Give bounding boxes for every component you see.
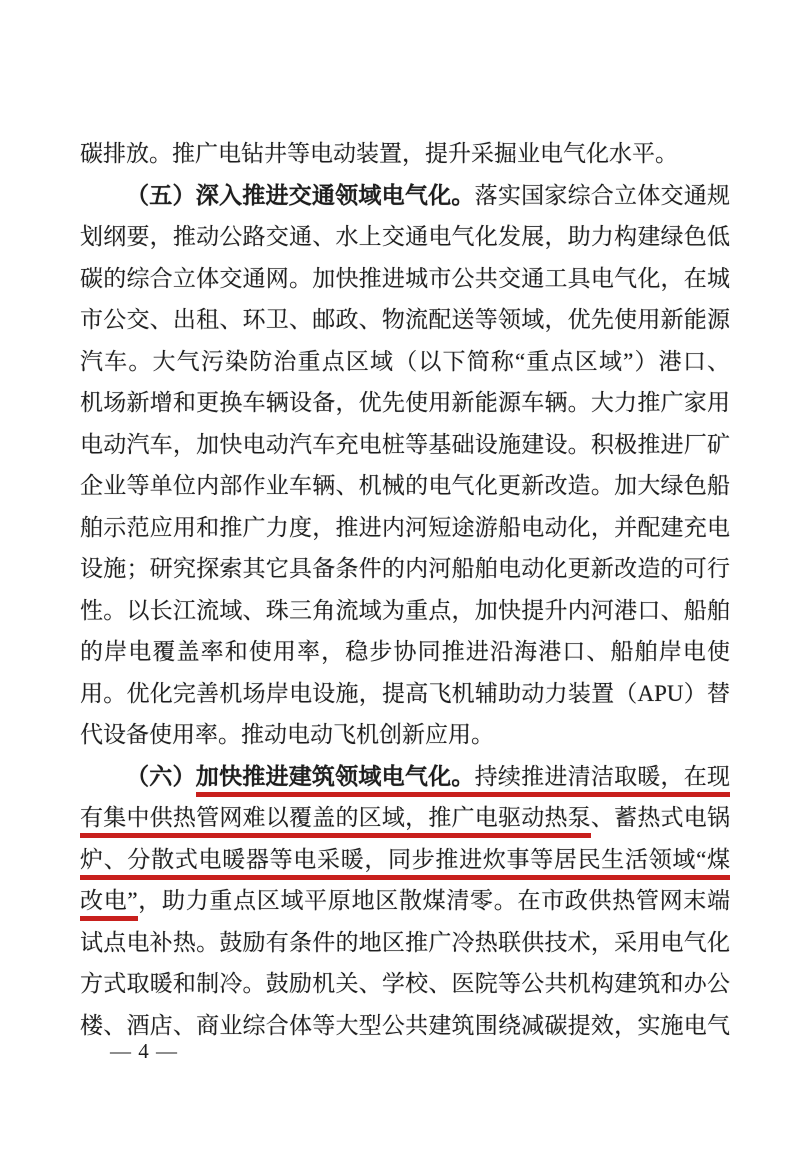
text-line [80,216,730,258]
page-number: — 4 — [110,1039,178,1063]
text-segment: 碳排放。推广电钻井等电动装置，提升采掘业电气化水平。 [80,141,678,166]
text-segment: 方式取暖和制冷。鼓励机关、学校、医院等公共机构建筑和办公 [80,971,730,996]
text-segment: 用。优化完善机场岸电设施，提高飞机辅助动力装置（APU）替 [80,680,730,706]
text-segment: 舶示范应用和推广力度，推进内河短途游船电动化，并配建充电 [80,514,730,540]
text-line [80,465,730,507]
text-line [80,714,730,756]
text-line [80,424,730,466]
text-line [80,299,730,341]
text-segment: 汽车。大气污染防治重点区域（以下简称“重点区域”）港口、 [80,348,730,374]
text-segment: 试点电补热。鼓励有条件的地区推广冷热联供技术，采用电气化 [80,929,730,955]
red-underlined-text: 改电” [80,888,138,921]
text-segment: 楼、酒店、商业综合体等大型公共建筑围绕减碳提效，实施电气 [80,1012,730,1038]
text-segment: 落实国家综合立体交通规 [474,182,731,208]
text-line [80,963,730,1005]
text-line [80,880,730,922]
text-line [80,590,730,632]
text-segment: 电动汽车，加快电动汽车充电桩等基础设施建设。积极推进厂矿 [80,431,730,457]
text-line [80,631,730,673]
red-underlined-text: 有集中供热管网难以覆盖的区域，推广电驱动热泵 [80,805,591,838]
text-line [80,756,730,798]
text-line [80,548,730,590]
text-segment: 性。以长江流域、珠三角流域为重点，加快提升内河港口、船舶 [80,597,730,623]
text-segment: （六） [126,763,196,789]
text-line [80,258,730,300]
text-segment: 、蓄热式电锅 [590,805,731,830]
text-segment: 代设备使用率。推动电动飞机创新应用。 [80,722,494,747]
text-segment: 设施；研究探索其它具备条件的内河船舶电动化更新改造的可行 [80,556,730,581]
text-line [80,673,730,715]
text-line [80,175,730,217]
text-segment: 碳的综合立体交通网。加快推进城市公共交通工具电气化，在城 [80,265,730,291]
text-segment: 机场新增和更换车辆设备，优先使用新能源车辆。大力推广家用 [80,390,730,415]
text-segment: 市公交、出租、环卫、邮政、物流配送等领域，优先使用新能源 [80,307,730,332]
text-line [80,382,730,424]
text-segment: 划纲要，推动公路交通、水上交通电气化发展，助力构建绿色低 [80,224,730,249]
text-line [80,133,730,175]
text-segment: 企业等单位内部作业车辆、机械的电气化更新改造。加大绿色船 [80,473,730,498]
text-segment: （五）深入推进交通领域电气化。 [126,182,475,208]
text-line [80,922,730,964]
text-line [80,341,730,383]
text-line [80,797,730,839]
red-underlined-text: 加快推进建筑领域电气化。 [196,764,475,797]
text-segment: ，助力重点区域平原地区散煤清零。在市政供热管网末端 [137,888,730,913]
red-underlined-text: 持续推进清洁取暖，在现 [475,764,730,797]
text-segment: 的岸电覆盖率和使用率，稳步协同推进沿海港口、船舶岸电使 [80,639,730,664]
text-line [80,839,730,881]
red-underlined-text: 炉、分散式电暖器等电采暖，同步推进炊事等居民生活领域“煤 [80,847,730,880]
text-line [80,507,730,549]
